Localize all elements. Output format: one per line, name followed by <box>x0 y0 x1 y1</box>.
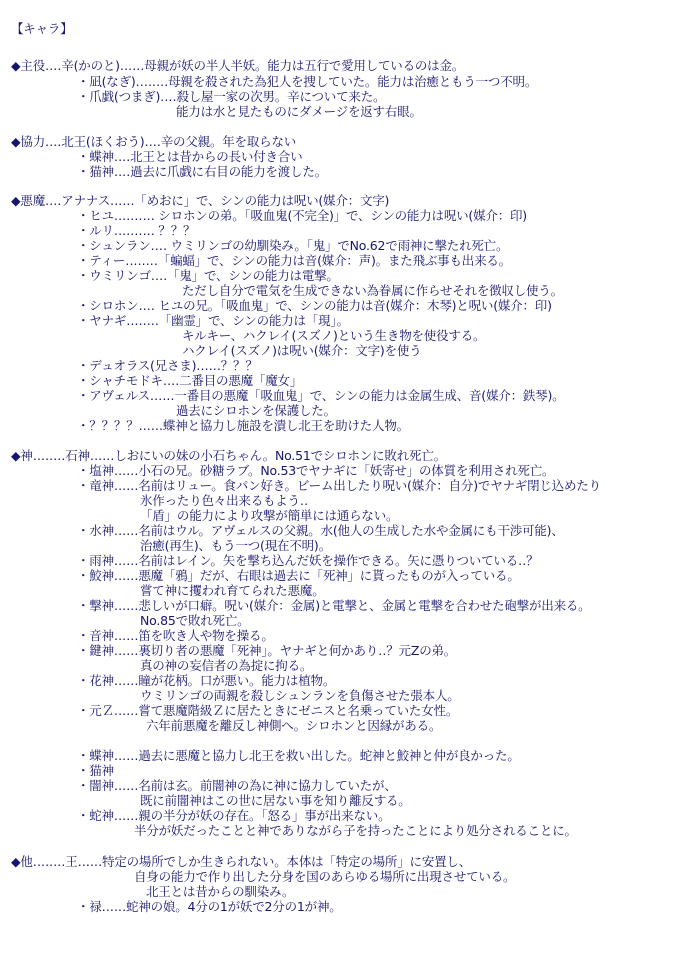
text-line: 治癒(再生)、もう一つ(現在不明)。 <box>140 538 331 553</box>
text-line: 能力は水と見たものにダメージを返す右眼。 <box>176 104 422 119</box>
text-line: ・ウミリンゴ‥‥「鬼」で、シンの能力は電撃。 <box>77 268 339 283</box>
text-line: ・ティー‥‥‥‥「蝙蝠」で、シンの能力は音(媒介：声)。また飛ぶ事も出来る。 <box>77 253 511 268</box>
text-line: 北王とは昔からの馴染み。 <box>146 884 295 899</box>
text-line: ・竜神‥‥‥名前はリュー。食パン好き。ビーム出したり呪い(媒介：自分)でヤナギ閉じ込めたり <box>77 478 601 493</box>
text-line: 六年前悪魔を離反し神側へ。シロホンと因縁がある。 <box>146 718 442 733</box>
text-line: 半分が妖だったことと神でありながら子を持ったことにより処分されることに。 <box>134 823 577 838</box>
text-line: ・元Ｚ‥‥‥嘗て悪魔階級Ｚに居たときにゼニスと名乗っていた女性。 <box>77 703 459 718</box>
text-line: 嘗て神に攫われ育てられた悪魔。 <box>140 583 325 598</box>
text-line: ・ヤナギ‥‥‥‥「幽霊」で、シンの能力は「現」。 <box>77 313 349 328</box>
text-line: ・猫神‥‥過去に爪戯に右目の能力を渡した。 <box>77 164 327 179</box>
text-line: ウミリンゴの両親を殺しシュンランを負傷させた張本人。 <box>140 688 460 703</box>
text-line: ・猫神 <box>77 763 114 778</box>
text-line: 既に前闇神はこの世に居ない事を知り離反する。 <box>140 793 411 808</box>
text-line: ・蝶神‥‥‥過去に悪魔と協力し北王を救い出した。蛇神と鮫神と仲が良かった。 <box>77 748 520 763</box>
text-line: ◆他‥‥‥‥王‥‥‥特定の場所でしか生きられない。本体は「特定の場所」に安置し、 <box>11 854 472 869</box>
text-line: ・花神‥‥‥瞳が花柄。口が悪い。能力は植物。 <box>77 673 336 688</box>
text-line: ・シュンラン‥‥ ウミリンゴの幼馴染み。「鬼」でNo.62で雨神に撃たれ死亡。 <box>77 238 509 253</box>
text-line: 過去にシロホンを保護した。 <box>176 403 336 418</box>
text-line: ・ルリ‥‥‥‥‥ ？？？ <box>77 223 196 238</box>
text-line: ・撃神‥‥‥悲しいが口癖。呪い(媒介：金属)と電撃と、金属と電撃を合わせた砲撃が出来る。 <box>77 598 591 613</box>
text-line: ◆主役‥‥辛(かのと)‥‥‥母親が妖の半人半妖。能力は五行で愛用しているのは金。 <box>11 58 465 73</box>
text-line: ハクレイ(スズノ)は呪い(媒介：文字)を使う <box>182 343 422 358</box>
text-line: 氷作ったり色々出来るもよう‥ <box>140 493 309 508</box>
text-line: No.85で敗れ死亡。 <box>140 613 250 628</box>
text-line: ・アヴェルス‥‥‥一番目の悪魔「吸血鬼」で、シンの能力は金属生成、音(媒介：鉄琴)。 <box>77 388 565 403</box>
text-line: ・水神‥‥‥名前はウル。アヴェルスの父親。水(他人の生成した水や金属にも干渉可能)、 <box>77 523 564 538</box>
text-line: ・シャチモドキ‥‥二番目の悪魔「魔女」 <box>77 373 303 388</box>
text-line: ・闇神‥‥‥名前は玄。前闇神の為に神に協力していたが、 <box>77 778 397 793</box>
text-line: ・爪戯(つまぎ)‥‥殺し屋一家の次男。辛について来た。 <box>77 89 386 104</box>
text-line: ・蝶神‥‥北王とは昔からの長い付き合い <box>77 149 303 164</box>
text-line: ただし自分で電気を生成できない為眷属に作らせそれを徴収し使う。 <box>182 283 563 298</box>
text-line: ・鍵神‥‥‥裏切り者の悪魔「死神」。ヤナギと何かあり‥？元Zの弟。 <box>77 643 457 658</box>
text-line: ◆神‥‥‥‥石神‥‥‥しおにいの妹の小石ちゃん。No.51でシロホンに敗れ死亡。 <box>11 448 446 463</box>
text-line: キルキー、ハクレイ(スズノ)という生き物を使役する。 <box>182 328 486 343</box>
section-header: 【キャラ】 <box>11 21 73 36</box>
text-line: ・ヒユ‥‥‥‥‥ シロホンの弟。「吸血鬼(不完全)」で、シンの能力は呪い(媒介：印) <box>77 208 527 223</box>
text-line: ・禄‥‥‥蛇神の娘。4分の1が妖で2分の1が神。 <box>77 899 342 914</box>
text-line: ・凪(なぎ)‥‥‥‥母親を殺された為犯人を捜していた。能力は治癒ともう一つ不明。 <box>77 74 538 89</box>
text-line: 自身の能力で作り出した分身を国のあらゆる場所に出現させている。 <box>134 869 516 884</box>
text-line: ・？？？？‥‥‥蝶神と協力し施設を潰し北王を助けた人物。 <box>77 418 409 433</box>
text-line: 真の神の妄信者の為掟に拘る。 <box>140 658 313 673</box>
text-line: ・塩神‥‥‥小石の兄。砂糖ラブ。No.53でヤナギに「妖寄せ」の体質を利用され死亡。 <box>77 463 555 478</box>
text-line: ◆悪魔‥‥アナナス‥‥‥「めおに」で、シンの能力は呪い(媒介：文字) <box>11 193 390 208</box>
text-line: ・雨神‥‥‥名前はレイン。矢を撃ち込んだ妖を操作できる。矢に憑りついている‥？ <box>77 553 539 568</box>
text-line: ・シロホン‥‥ ヒユの兄。「吸血鬼」で、シンの能力は音(媒介：木琴)と呪い(媒介：印) <box>77 298 552 313</box>
text-line: ・蛇神‥‥‥親の半分が妖の存在。「怒る」事が出来ない。 <box>77 808 391 823</box>
text-line: 「盾」の能力により攻撃が簡単には通らない。 <box>140 508 399 523</box>
text-line: ・鮫神‥‥‥悪魔「鴉」だが、右眼は過去に「死神」に貰ったものが入っている。 <box>77 568 520 583</box>
text-line: ・デュオラス(兄さま)‥‥‥？？？ <box>77 358 258 373</box>
text-line: ・音神‥‥‥笛を吹き人や物を操る。 <box>77 628 274 643</box>
text-line: ◆協力‥‥北王(ほくおう)‥‥辛の父親。年を取らない <box>11 134 297 149</box>
